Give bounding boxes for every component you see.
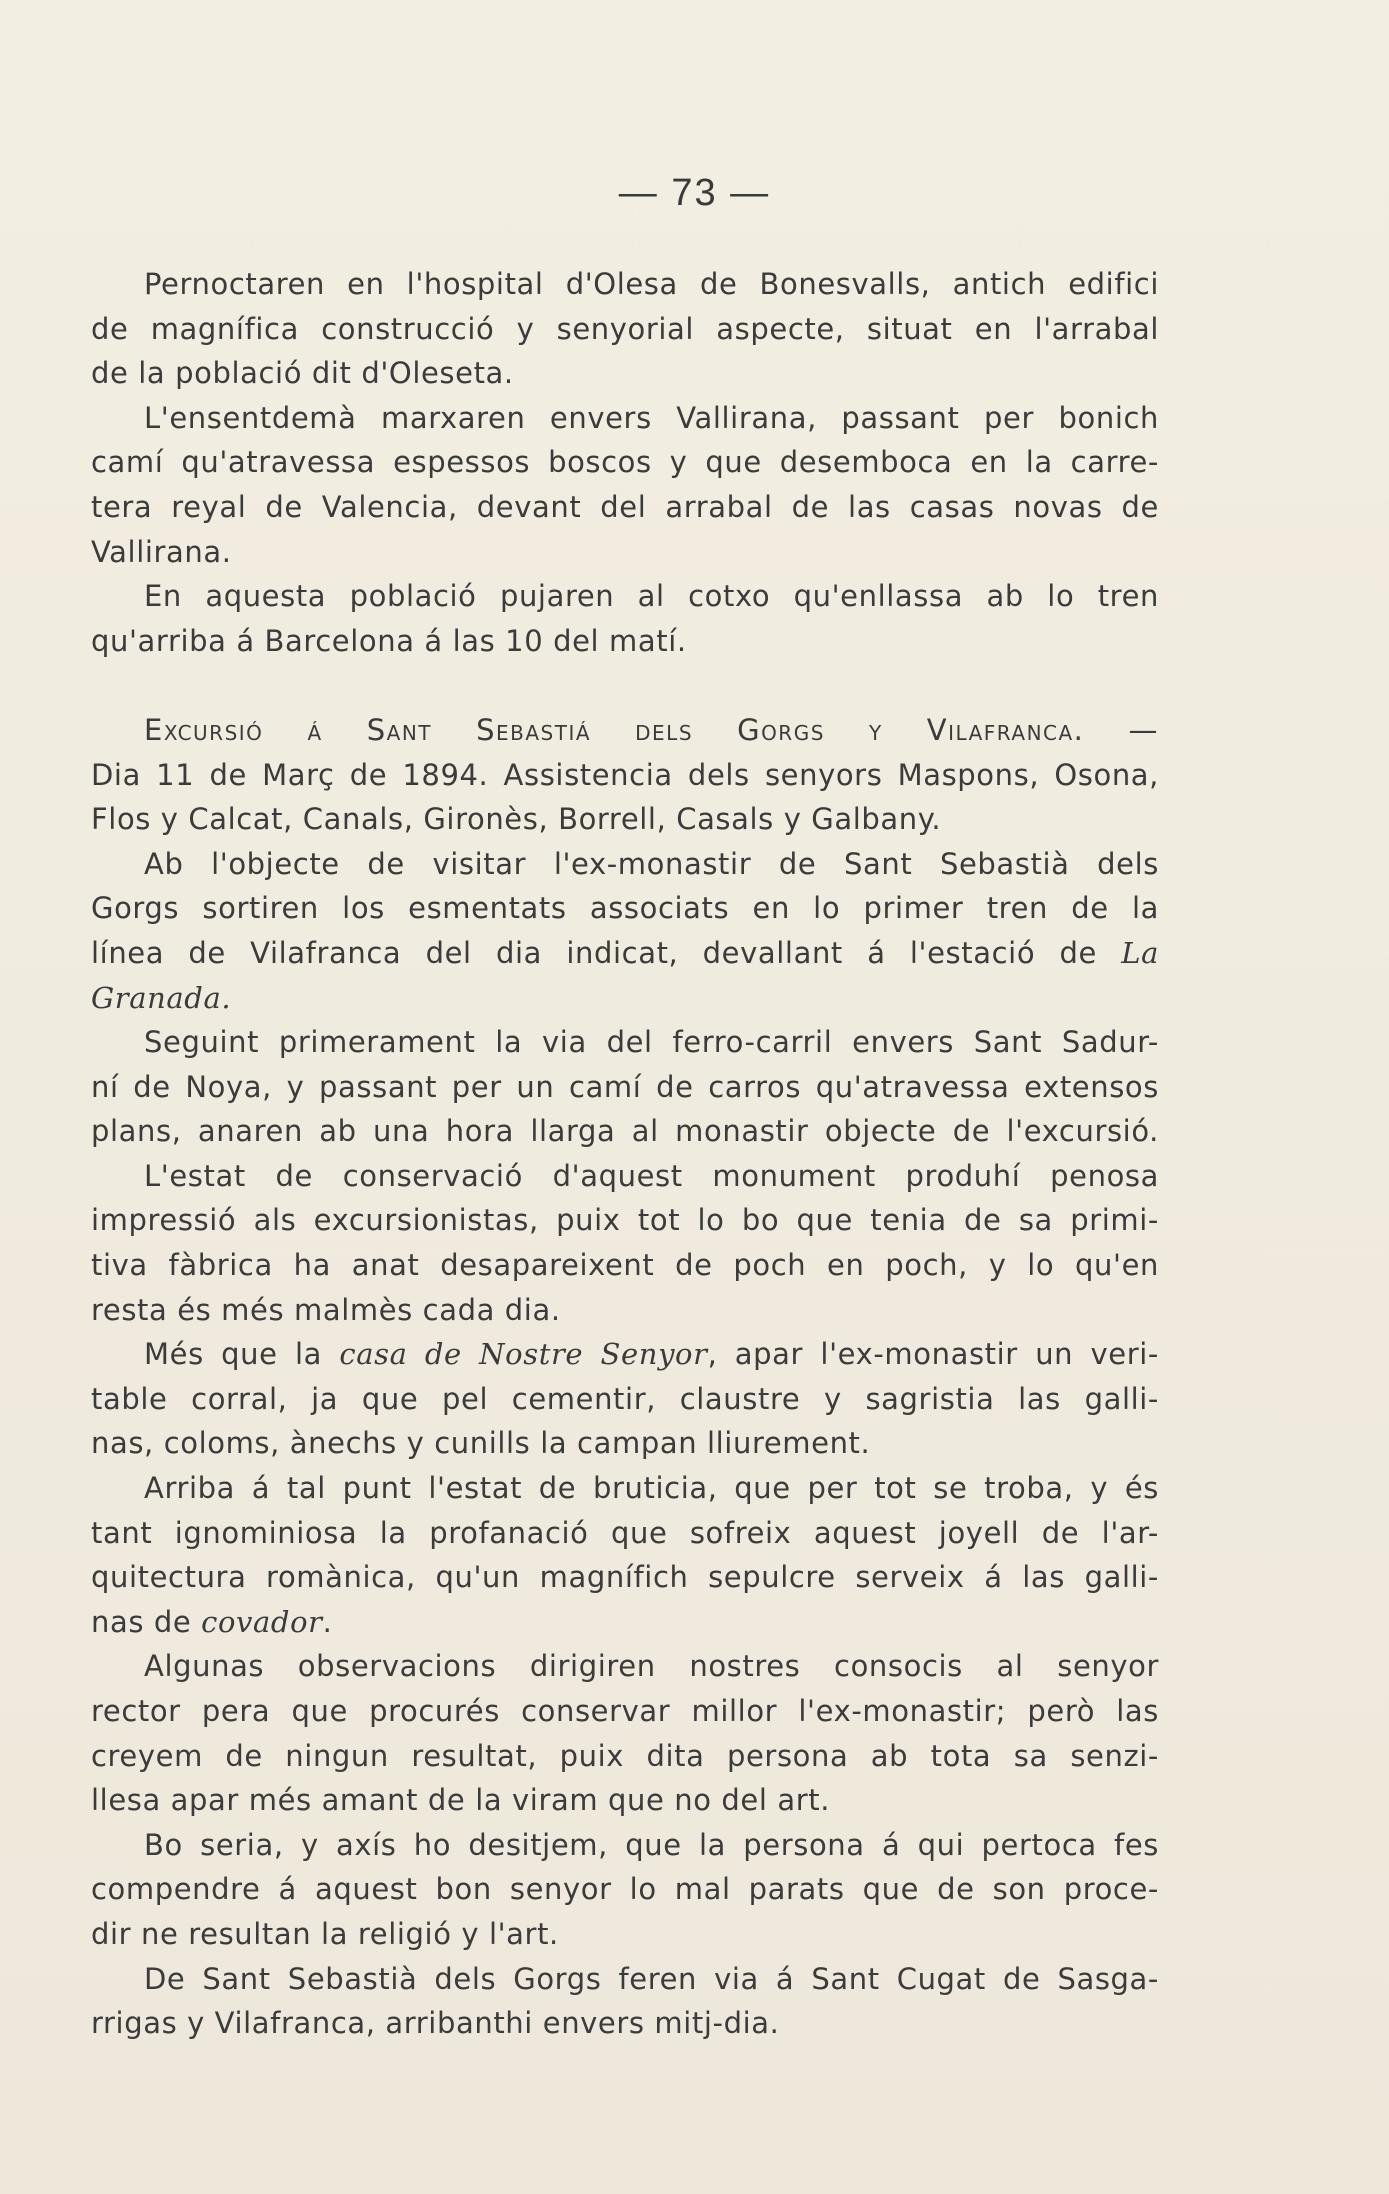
text-line: de la població dit d'Oleseta. — [91, 356, 514, 391]
text-segment: Més que la — [144, 1337, 340, 1372]
italic-text: La — [1121, 935, 1159, 970]
text-line: tant ignominiosa la profanació que sofreix aquest joyell de l'ar- — [91, 1515, 1159, 1550]
text-line: quitectura romànica, qu'un magnífich sepulcre serveix á las galli- — [91, 1560, 1159, 1595]
text-line: resta és més malmès cada dia. — [91, 1292, 561, 1327]
paragraph — [91, 1957, 1159, 2046]
text-line: tiva fàbrica ha anat desapareixent de poch en poch, y lo qu'en — [91, 1248, 1159, 1283]
text-line: En aquesta població pujaren al cotxo qu'enllassa ab lo tren — [144, 579, 1159, 614]
section-gap — [91, 663, 1159, 708]
text-line: Arriba á tal punt l'estat de bruticia, que per tot se troba, y és — [144, 1471, 1159, 1506]
section — [91, 708, 1159, 842]
body-text — [91, 262, 1159, 2046]
text-line — [91, 1332, 1159, 1377]
text-line: plans, anaren ab una hora llarga al monastir objecte de l'excursió. — [91, 1114, 1159, 1149]
paragraph — [91, 262, 1159, 396]
text-line: tera reyal de Valencia, devant del arrabal de las casas novas de — [91, 489, 1159, 524]
paragraph — [91, 1020, 1159, 1154]
text-segment: , apar l'ex-monastir un veri- — [707, 1337, 1159, 1372]
italic-text: Granada. — [91, 980, 232, 1015]
text-line: Ab l'objecte de visitar l'ex-monastir de Sant Sebastià dels — [144, 846, 1159, 881]
paragraph — [91, 1644, 1159, 1822]
text-line: L'estat de conservació d'aquest monument produhí penosa — [144, 1158, 1159, 1193]
text-line: compendre á aquest bon senyor lo mal parats que de son proce- — [91, 1872, 1159, 1907]
text-segment: . — [322, 1604, 333, 1639]
text-line: Flos y Calcat, Canals, Gironès, Borrell, Casals y Galbany. — [91, 802, 942, 837]
text-line: Dia 11 de Març de 1894. Assistencia dels senyors Maspons, Osona, — [91, 757, 1159, 792]
text-line: nas, coloms, ànechs y cunills la campan lliurement. — [91, 1426, 871, 1461]
text-line: impressió als excursionistas, puix tot lo bo que tenia de sa primi- — [91, 1203, 1159, 1238]
text-segment: nas de — [91, 1604, 202, 1639]
italic-text: casa de Nostre Senyor — [339, 1337, 708, 1372]
text-line: Seguint primerament la via del ferro-carril envers Sant Sadur- — [144, 1025, 1159, 1060]
paragraph — [91, 1332, 1159, 1466]
text-line: Gorgs sortiren los esmentats associats en lo primer tren de la — [91, 891, 1159, 926]
text-line: de magnífica construcció y senyorial aspecte, situat en l'arrabal — [91, 311, 1159, 346]
text-line — [91, 931, 1159, 976]
text-line: qu'arriba á Barcelona á las 10 del matí. — [91, 623, 687, 658]
paragraph — [91, 1154, 1159, 1332]
page-number: — 73 — — [618, 172, 771, 214]
text-line: dir ne resultan la religió y l'art. — [91, 1916, 559, 1951]
section-heading: Excursió á Sant Sebastiá dels Gorgs y Vilafranca. — — [144, 712, 1159, 747]
text-line: rrigas y Vilafranca, arribanthi envers mitj-dia. — [91, 2006, 780, 2041]
paragraph — [91, 574, 1159, 663]
text-line: camí qu'atravessa espessos boscos y que desemboca en la carre- — [91, 445, 1159, 480]
paragraph — [91, 1823, 1159, 1957]
text-line: De Sant Sebastià dels Gorgs feren via á Sant Cugat de Sasga- — [144, 1961, 1159, 1996]
paragraph — [91, 396, 1159, 574]
text-line: table corral, ja que pel cementir, claustre y sagristia las galli- — [91, 1381, 1159, 1416]
text-line — [91, 1600, 1159, 1645]
text-line: Bo seria, y axís ho desitjem, que la persona á qui pertoca fes — [144, 1827, 1159, 1862]
text-segment: línea de Vilafranca del dia indicat, devallant á l'estació de — [91, 935, 1097, 970]
text-line: Algunas observacions dirigiren nostres consocis al senyor — [144, 1649, 1159, 1684]
text-line: Vallirana. — [91, 534, 232, 569]
text-line: ní de Noya, y passant per un camí de carros qu'atravessa extensos — [91, 1069, 1159, 1104]
text-line: creyem de ningun resultat, puix dita persona ab tota sa senzi- — [91, 1738, 1159, 1773]
text-line: Pernoctaren en l'hospital d'Olesa de Bonesvalls, antich edifici — [144, 267, 1159, 301]
paragraph — [91, 842, 1159, 1020]
text-line: rector pera que procurés conservar millor l'ex-monastir; però las — [91, 1694, 1159, 1728]
text-line: llesa apar més amant de la viram que no del art. — [91, 1783, 831, 1818]
text-line: L'ensentdemà marxaren envers Vallirana, passant per bonich — [144, 400, 1159, 435]
italic-text: covador — [201, 1604, 323, 1639]
paragraph — [91, 1466, 1159, 1644]
